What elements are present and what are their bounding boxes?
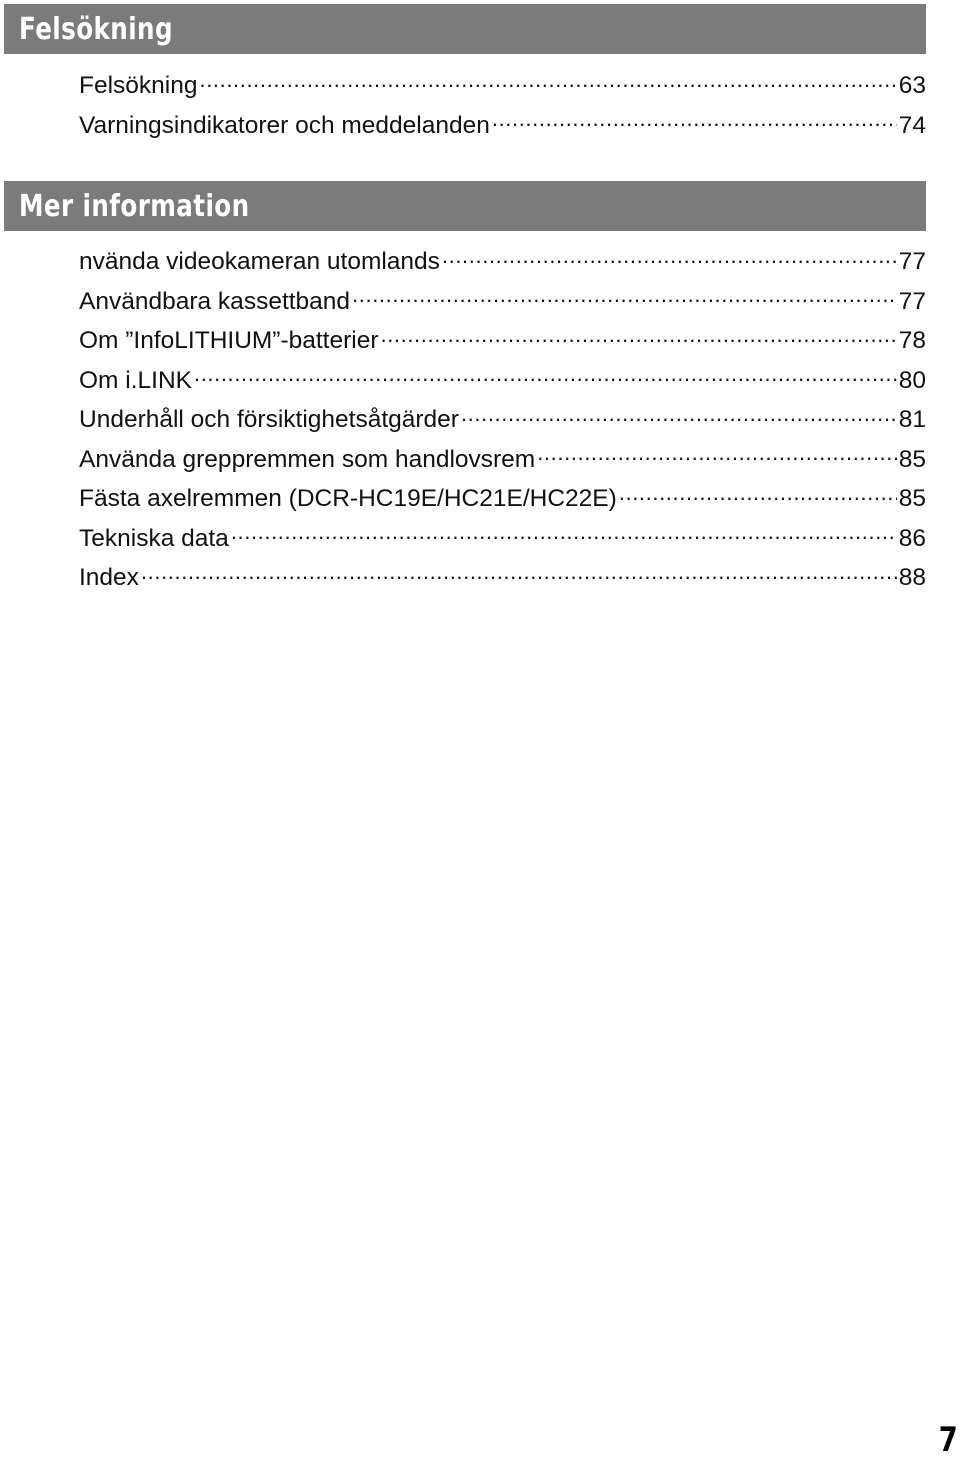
- toc-entry-title: Tekniska data: [79, 524, 229, 552]
- toc-entry-title: Använda greppremmen som handlovsrem: [79, 445, 536, 473]
- section-header-mer-information: [4, 181, 926, 231]
- toc-entry-page: 77: [898, 248, 926, 275]
- dot-leader: [141, 561, 897, 585]
- dot-leader: [537, 443, 897, 467]
- dot-leader: [461, 403, 897, 427]
- toc-entry-title: Index: [79, 564, 139, 591]
- toc-entry-page: 81: [898, 406, 926, 433]
- toc-entry[interactable]: [79, 321, 926, 361]
- toc-entry[interactable]: [79, 400, 926, 440]
- toc-entry[interactable]: [79, 558, 926, 598]
- toc-entry-title: Fästa axelremmen (DCR-HC19E/HC21E/HC22E): [79, 485, 617, 512]
- toc-entry[interactable]: [79, 242, 926, 282]
- toc-entry-page: 85: [898, 485, 926, 512]
- dot-leader: [492, 109, 897, 133]
- toc-entry[interactable]: [79, 66, 926, 106]
- dot-leader: [231, 522, 897, 546]
- section-header-felsokning: [4, 4, 926, 54]
- dot-leader: [194, 364, 897, 388]
- dot-leader: [199, 69, 896, 93]
- toc-entry[interactable]: [79, 106, 926, 146]
- toc-entry-page: 78: [898, 327, 926, 354]
- toc-entry-title: Användbara kassettband: [79, 287, 351, 315]
- dot-leader: [352, 285, 897, 309]
- toc-entry-page: 85: [898, 445, 926, 473]
- toc-entry-page: 88: [898, 564, 926, 591]
- dot-leader: [619, 482, 897, 506]
- toc-entry-page: 80: [898, 366, 926, 394]
- toc-entry-page: 86: [898, 524, 926, 552]
- dot-leader: [442, 245, 897, 269]
- toc-list-felsokning: [79, 66, 926, 145]
- toc-entry-page: 77: [898, 287, 926, 315]
- toc-entry[interactable]: [79, 479, 926, 519]
- page-number: 7: [939, 1420, 958, 1460]
- toc-entry-page: 63: [898, 72, 926, 99]
- toc-entry[interactable]: [79, 519, 926, 559]
- section-title: Mer information: [19, 188, 250, 224]
- section-title: Felsökning: [19, 11, 174, 47]
- toc-entry-title: Underhåll och försiktighetsåtgärder: [79, 406, 459, 433]
- toc-entry-title: Om ”InfoLITHIUM”-batterier: [79, 327, 379, 354]
- toc-entry[interactable]: [79, 361, 926, 401]
- toc-entry-title: Om i.LINK: [79, 366, 192, 394]
- toc-entry[interactable]: [79, 282, 926, 322]
- toc-entry[interactable]: [79, 440, 926, 480]
- toc-entry-title: Varningsindikatorer och meddelanden: [79, 111, 490, 139]
- toc-entry-title: nvända videokameran utomlands: [79, 248, 440, 275]
- toc-entry-title: Felsökning: [79, 72, 198, 99]
- toc-list-mer-information: [79, 242, 926, 598]
- toc-entry-page: 74: [898, 111, 926, 139]
- dot-leader: [381, 324, 897, 348]
